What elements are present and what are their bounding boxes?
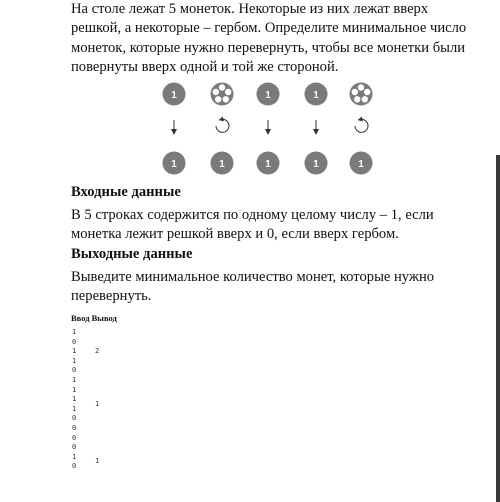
coin-diagram (150, 78, 390, 183)
example-3-input: 0 0 0 1 0 (72, 424, 77, 470)
coin-bottom-2 (211, 152, 234, 175)
svg-text:1: 1 (313, 90, 319, 101)
svg-text:1: 1 (171, 159, 177, 170)
coin-top-2-heads (211, 83, 234, 106)
coin-bottom-5 (350, 152, 373, 175)
example-2-input: 1 1 1 1 0 (72, 376, 77, 422)
coin-bottom-3 (257, 152, 280, 175)
svg-text:1: 1 (313, 159, 319, 170)
examples-header-input: Ввод (71, 313, 90, 323)
example-3-output: 1 (95, 457, 100, 465)
svg-text:1: 1 (265, 159, 271, 170)
coin-top-5-heads (350, 83, 373, 106)
input-heading: Входные данные (71, 184, 181, 200)
examples-header (71, 313, 117, 323)
problem-statement: На столе лежат 5 монеток. Некоторые из них лежат вверх решкой, а некоторые – гербом. Определите минимальное число монеток, которые нужно перевернуть, чтобы все монетки были повернуты вверх одной и той же стороной. (71, 1, 467, 75)
coin-top-4 (305, 83, 328, 106)
coin-bottom-4 (305, 152, 328, 175)
examples-header-output: Вывод (91, 313, 117, 323)
flip-arrow-5 (355, 119, 368, 132)
svg-text:1: 1 (219, 159, 225, 170)
example-2-output: 1 (95, 400, 100, 408)
coin-top-1 (163, 83, 186, 106)
example-1-output: 2 (95, 347, 100, 355)
coin-top-3 (257, 83, 280, 106)
example-1-input: 1 0 1 1 0 (72, 328, 77, 374)
svg-text:1: 1 (171, 90, 177, 101)
output-heading: Выходные данные (71, 246, 193, 262)
svg-text:1: 1 (265, 90, 271, 101)
input-description: В 5 строках содержится по одному целому числу – 1, если монетка лежит решкой вверх и 0, если вверх гербом. (71, 207, 434, 243)
output-description: Выведите минимальное количество монет, которые нужно перевернуть. (71, 269, 435, 305)
svg-text:1: 1 (358, 159, 364, 170)
coin-bottom-1 (163, 152, 186, 175)
flip-arrow-2 (216, 119, 229, 132)
scrollbar[interactable] (496, 155, 500, 502)
